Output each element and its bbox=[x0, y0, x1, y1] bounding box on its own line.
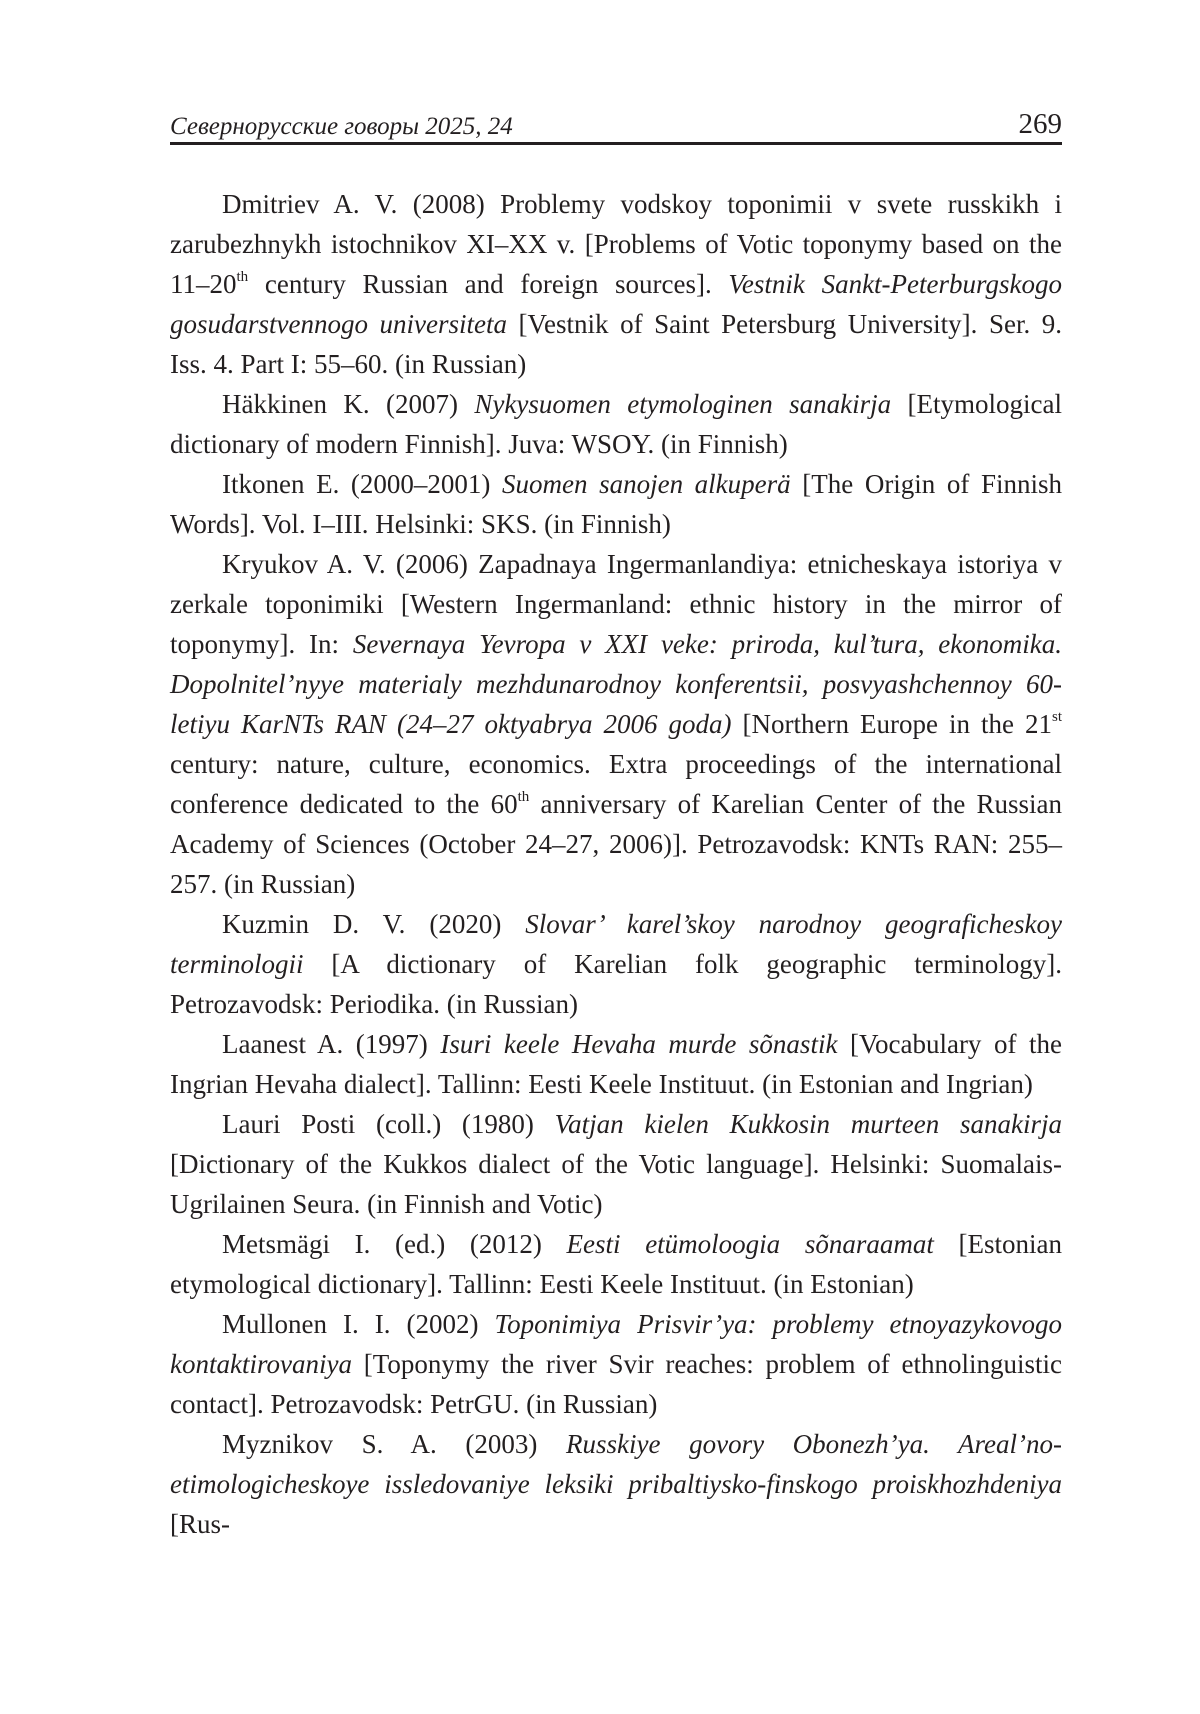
reference-entry-dmitriev bbox=[170, 184, 1062, 384]
reference-title: Isuri keele Hevaha murde sõnastik bbox=[440, 1029, 838, 1059]
reference-text: century: nature, culture, economics. Extra proceedings of the international conference dedicated to the 60 bbox=[170, 749, 1062, 819]
reference-title: Russkiye govory Obonezh’ya. Areal’no-etimologicheskoye issledovaniye leksiki pribaltiysko-finskogo proiskhozhdeniya bbox=[170, 1429, 1062, 1499]
reference-entry-mullonen bbox=[170, 1304, 1062, 1424]
reference-list bbox=[170, 184, 1062, 1544]
reference-text: Häkkinen K. (2007) bbox=[222, 389, 475, 419]
reference-title: Toponimiya Prisvir’ya: problemy etnoyazykovogo kontaktirovaniya bbox=[170, 1309, 1062, 1379]
reference-text: Mullonen I. I. (2002) bbox=[222, 1309, 495, 1339]
reference-entry-hakkinen bbox=[170, 384, 1062, 464]
reference-title: Vestnik Sankt-Peterburgskogo gosudarstvennogo universiteta bbox=[170, 269, 1063, 339]
running-header bbox=[170, 104, 1062, 144]
reference-text: [Toponymy the river Svir reaches: problem of ethnolinguistic contact]. Petrozavodsk: PetrGU. (in Russian) bbox=[170, 1349, 1062, 1419]
page-number: 269 bbox=[1018, 108, 1062, 140]
reference-text: [Rus- bbox=[170, 1509, 230, 1539]
reference-text: Laanest A. (1997) bbox=[222, 1029, 441, 1059]
reference-entry-kryukov bbox=[170, 544, 1062, 904]
reference-text: [Estonian etymological dictionary]. Tallinn: Eesti Keele Instituut. (in Estonian) bbox=[170, 1229, 1062, 1299]
reference-entry-laanest bbox=[170, 1024, 1062, 1104]
reference-text: [Dictionary of the Kukkos dialect of the Votic language]. Helsinki: Suomalais-Ugrilainen Seura. (in Finnish and Votic) bbox=[170, 1149, 1062, 1219]
superscript: st bbox=[1051, 709, 1062, 725]
reference-title: Vatjan kielen Kukkosin murteen sanakirja bbox=[554, 1109, 1062, 1139]
superscript: th bbox=[517, 789, 530, 805]
reference-text: Myznikov S. A. (2003) bbox=[222, 1429, 566, 1459]
reference-title: Slovar’ karel’skoy narodnoy geograficheskoy terminologii bbox=[170, 909, 1062, 979]
reference-text: [Northern Europe in the 21 bbox=[731, 709, 1052, 739]
reference-title: Suomen sanojen alkuperä bbox=[502, 469, 791, 499]
reference-title: Nykysuomen etymologinen sanakirja bbox=[474, 389, 892, 419]
reference-title: Eesti etümoloogia sõnaraamat bbox=[566, 1229, 934, 1259]
reference-text: century Russian and foreign sources]. bbox=[248, 269, 729, 299]
reference-text: anniversary of Karelian Center of the Russian Academy of Sciences (October 24–27, 2006)]. Petrozavodsk: KNTs RAN: 255–257. (in Russian) bbox=[170, 789, 1063, 899]
reference-entry-kuzmin bbox=[170, 904, 1062, 1024]
reference-title: Severnaya Yevropa v XXI veke: priroda, kul’tura, ekonomika. Dopolnitel’nyye materialy mezhdunarodnoy konferentsii, posvyashchennoy 60-letiyu KarNTs RAN (24–27 oktyabrya 2006 goda) bbox=[170, 629, 1062, 739]
reference-entry-myznikov bbox=[170, 1424, 1062, 1544]
reference-text: [Vestnik of Saint Petersburg University]. Ser. 9. Iss. 4. Part I: 55–60. (in Russian) bbox=[170, 309, 1063, 379]
reference-text: Itkonen E. (2000–2001) bbox=[222, 469, 502, 499]
header-rule bbox=[170, 142, 1062, 145]
reference-text: [Vocabulary of the Ingrian Hevaha dialect]. Tallinn: Eesti Keele Instituut. (in Estonian and Ingrian) bbox=[170, 1029, 1063, 1099]
reference-text: [Etymological dictionary of modern Finnish]. Juva: WSOY. (in Finnish) bbox=[170, 389, 1063, 459]
reference-text: Kryukov A. V. (2006) Zapadnaya Ingermanlandiya: etnicheskaya istoriya v zerkale toponimiki [Western Ingermanland: ethnic history in the mirror of toponymy]. In: bbox=[170, 549, 1062, 659]
reference-entry-metsmagi bbox=[170, 1224, 1062, 1304]
reference-text: Kuzmin D. V. (2020) bbox=[222, 909, 526, 939]
reference-text: Metsmägi I. (ed.) (2012) bbox=[222, 1229, 567, 1259]
reference-entry-posti bbox=[170, 1104, 1062, 1224]
reference-entry-itkonen bbox=[170, 464, 1062, 544]
superscript: th bbox=[236, 269, 249, 285]
reference-text: [A dictionary of Karelian folk geographic terminology]. Petrozavodsk: Periodika. (in Russian) bbox=[170, 949, 1062, 1019]
reference-text: Lauri Posti (coll.) (1980) bbox=[222, 1109, 555, 1139]
reference-text: Dmitriev A. V. (2008) Problemy vodskoy toponimii v svete russkikh i zarubezhnykh istochnikov XI–XX v. [Problems of Votic toponymy based on the 11–20 bbox=[170, 189, 1062, 299]
reference-text: [The Origin of Finnish Words]. Vol. I–III. Helsinki: SKS. (in Finnish) bbox=[170, 469, 1063, 539]
running-title: Севернорусские говоры 2025, 24 bbox=[170, 113, 513, 140]
